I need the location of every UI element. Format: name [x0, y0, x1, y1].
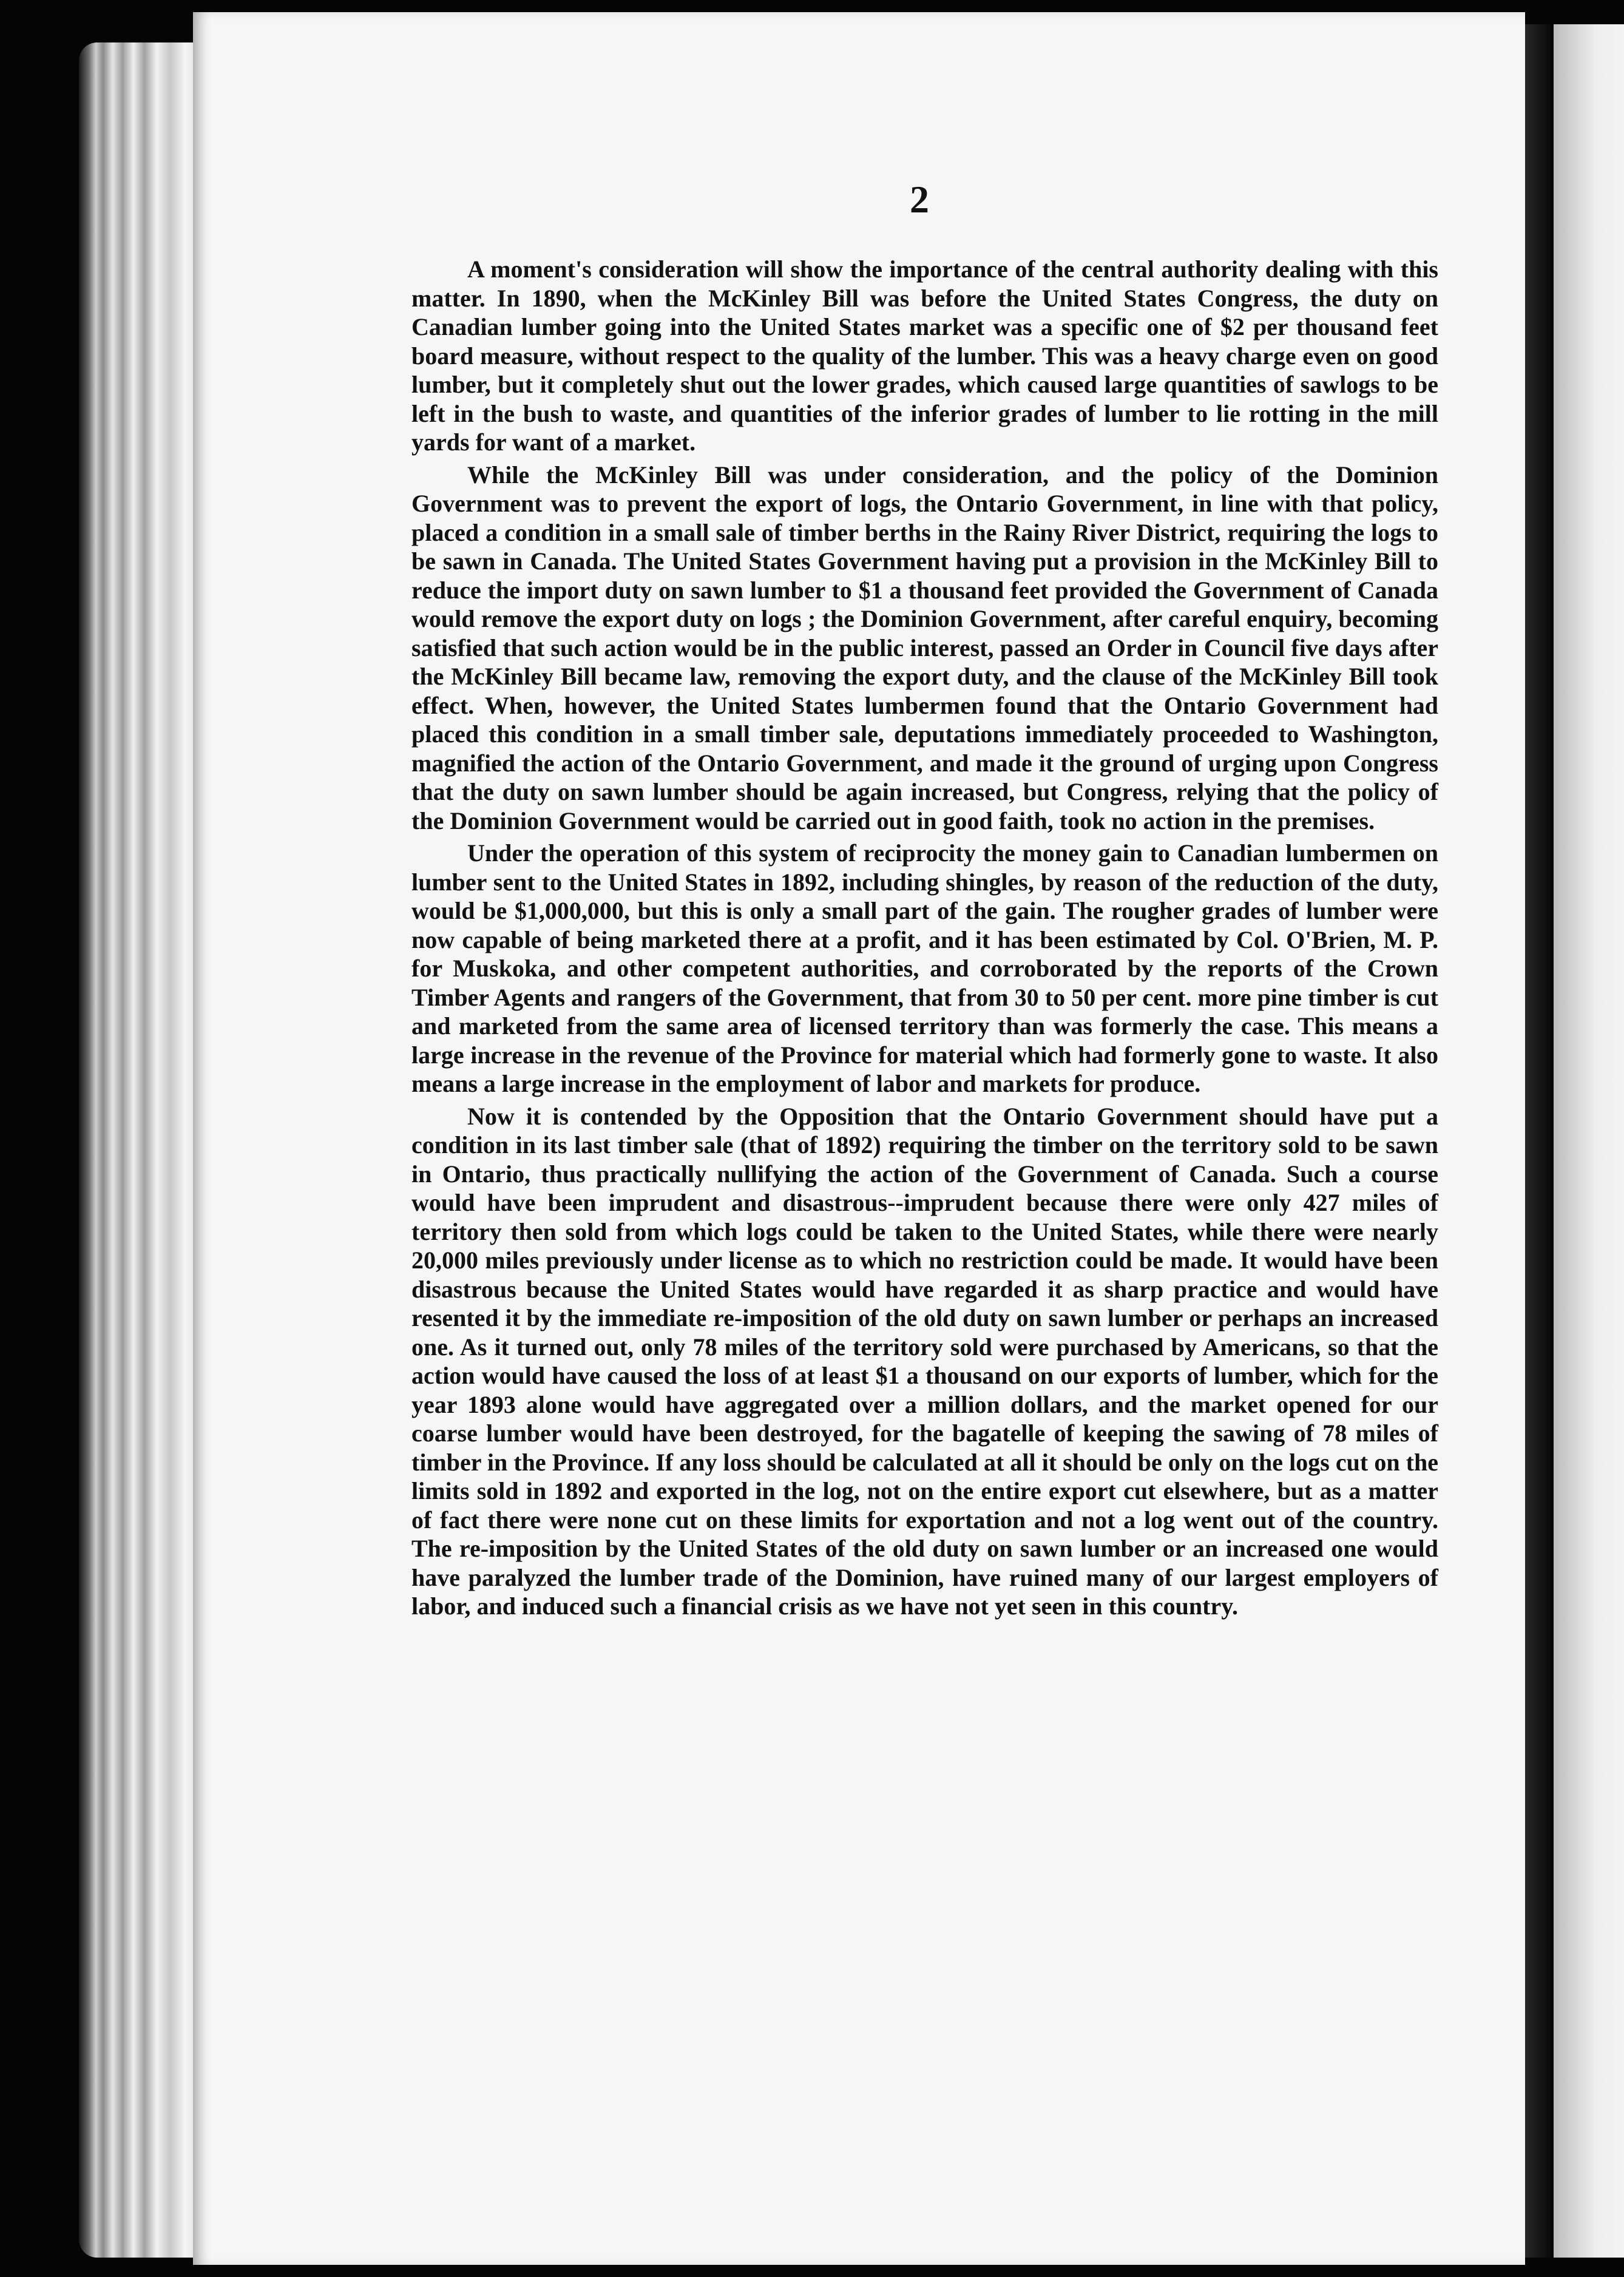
- paragraph-3: Under the operation of this system of reciprocity the money gain to Canadian lumbermen on lumber sent to the United States in 1892, including shingles, by reason of the reduction of the duty, would be $1,000,000, but this is only a small part of the gain. The rougher grades of lumber were now capable of being marketed there at a profit, and it has been estimated by Col. O'Brien, M. P. for Muskoka, and other competent authorities, and corroborated by the reports of the Crown Timber Agents and rangers of the Government, that from 30 to 50 per cent. more pine timber is cut and marketed from the same area of licensed territory than was formerly the case. This means a large increase in the revenue of the Province for material which had formerly gone to waste. It also means a large increase in the employment of labor and markets for produce.: [411, 839, 1438, 1097]
- paragraph-4: Now it is contended by the Opposition that the Ontario Government should have put a condition in its last timber sale (that of 1892) requiring the timber on the territory sold to be sawn in Ontario, thus practically nullifying the action of the Government of Canada. Such a course would have been imprudent and disastrous--imprudent because there were only 427 miles of territory then sold from which logs could be taken to the United States, while there were nearly 20,000 miles previously under license as to which no restriction could be made. It would have been disastrous because the United States would have regarded it as sharp practice and would have resented it by the immediate re-imposition of the old duty on sawn lumber or perhaps an increased one. As it turned out, only 78 miles of the territory sold were purchased by Americans, so that the action would have caused the loss of at least $1 a thousand on our exports of lumber, which for the year 1893 alone would have aggregated over a million dollars, and the market opened for our coarse lumber would have been destroyed, for the bagatelle of keeping the sawing of 78 miles of timber in the Province. If any loss should be calculated at all it should be only on the logs cut on the limits sold in 1892 and exported in the log, not on the entire export cut elsewhere, but as a matter of fact there were none cut on these limits for exportation and not a log went out of the country. The re-imposition by the United States of the old duty on sawn lumber or an increased one would have paralyzed the lumber trade of the Dominion, have ruined many of our largest employers of labor, and induced such a financial crisis as we have not yet seen in this country.: [411, 1102, 1438, 1620]
- facing-page-edge: [1554, 24, 1624, 2258]
- book-gutter: [1523, 24, 1551, 2258]
- paragraph-2: While the McKinley Bill was under consideration, and the policy of the Dominion Government was to prevent the export of logs, the Ontario Government, in line with that policy, placed a condition in a small sale of timber berths in the Rainy River District, requiring the logs to be sawn in Canada. The United States Government having put a provision in the McKinley Bill to reduce the import duty on sawn lumber to $1 a thousand feet provided the Government of Canada would remove the export duty on logs ; the Dominion Government, after careful enquiry, becoming satisfied that such action would be in the public interest, passed an Order in Council five days after the McKinley Bill became law, removing the export duty, and the clause of the McKinley Bill took effect. When, however, the United States lumbermen found that the Ontario Government had placed this condition in a small timber sale, deputations immediately proceeded to Washington, magnified the action of the Ontario Government, and made it the ground of urging upon Congress that the duty on sawn lumber should be again increased, but Congress, relying that the policy of the Dominion Government would be carried out in good faith, took no action in the premises.: [411, 461, 1438, 834]
- paragraph-1: A moment's consideration will show the importance of the central authority dealing with this matter. In 1890, when the McKinley Bill was before the United States Congress, the duty on Canadian lumber going into the United States market was a specific one of $2 per thousand feet board measure, without respect to the quality of the lumber. This was a heavy charge even on good lumber, but it completely shut out the lower grades, which caused large quantities of sawlogs to be left in the bush to waste, and quantities of the inferior grades of lumber to lie rotting in the mill yards for want of a market.: [411, 255, 1438, 456]
- page-number: 2: [910, 178, 929, 221]
- book-page-edges: [79, 42, 200, 2258]
- body-text: [411, 255, 1438, 1625]
